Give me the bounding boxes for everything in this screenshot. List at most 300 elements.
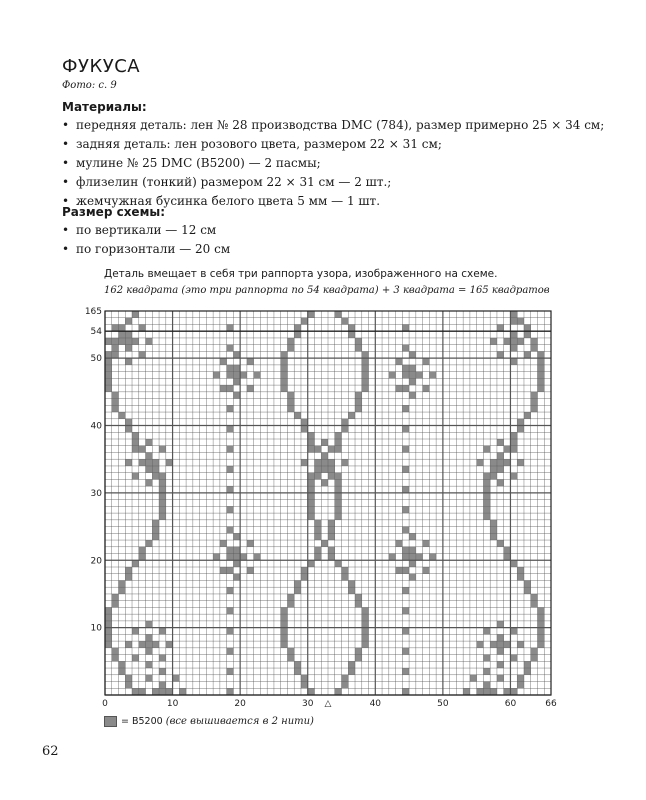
filled-cell: [146, 540, 153, 547]
filled-cell: [483, 688, 490, 695]
filled-cell: [490, 338, 497, 345]
legend-swatch: [104, 716, 117, 727]
filled-cell: [510, 311, 517, 318]
filled-cell: [281, 351, 288, 358]
filled-cell: [159, 473, 166, 480]
filled-cell: [362, 628, 369, 635]
filled-cell: [152, 641, 159, 648]
filled-cell: [281, 372, 288, 379]
filled-cell: [483, 513, 490, 520]
filled-cell: [112, 351, 119, 358]
filled-cell: [409, 547, 416, 554]
filled-cell: [429, 372, 436, 379]
filled-cell: [125, 345, 132, 352]
filled-cell: [314, 466, 321, 473]
filled-cell: [139, 554, 146, 561]
filled-cell: [166, 688, 173, 695]
filled-cell: [308, 506, 315, 513]
filled-cell: [355, 345, 362, 352]
filled-cell: [490, 520, 497, 527]
filled-cell: [409, 392, 416, 399]
y-tick-label: 10: [90, 623, 102, 634]
filled-cell: [402, 668, 409, 675]
filled-cell: [105, 634, 112, 641]
filled-cell: [152, 459, 159, 466]
filled-cell: [152, 466, 159, 473]
filled-cell: [287, 399, 294, 406]
filled-cell: [314, 527, 321, 534]
filled-cell: [112, 399, 119, 406]
filled-cell: [287, 405, 294, 412]
filled-cell: [314, 533, 321, 540]
filled-cell: [470, 675, 477, 682]
filled-cell: [504, 547, 511, 554]
filled-cell: [348, 587, 355, 594]
filled-cell: [362, 365, 369, 372]
filled-cell: [483, 473, 490, 480]
filled-cell: [159, 682, 166, 689]
filled-cell: [355, 338, 362, 345]
filled-cell: [396, 540, 403, 547]
filled-cell: [362, 621, 369, 628]
filled-cell: [348, 580, 355, 587]
filled-cell: [335, 688, 342, 695]
filled-cell: [321, 479, 328, 486]
y-tick-label: 40: [90, 421, 102, 432]
filled-cell: [362, 372, 369, 379]
filled-cell: [301, 567, 308, 574]
filled-cell: [125, 567, 132, 574]
filled-cell: [321, 439, 328, 446]
filled-cell: [227, 607, 234, 614]
filled-cell: [301, 675, 308, 682]
filled-cell: [423, 567, 430, 574]
filled-cell: [537, 385, 544, 392]
filled-cell: [247, 567, 254, 574]
filled-cell: [409, 560, 416, 567]
filled-cell: [112, 324, 119, 331]
filled-cell: [537, 365, 544, 372]
filled-cell: [233, 547, 240, 554]
filled-cell: [213, 372, 220, 379]
scheme-calculation: 162 квадрата (это три раппорта по 54 квадрата) + 3 квадрата = 165 квадратов: [104, 285, 550, 296]
filled-cell: [497, 641, 504, 648]
filled-cell: [537, 372, 544, 379]
filled-cell: [139, 351, 146, 358]
filled-cell: [125, 682, 132, 689]
filled-cell: [146, 452, 153, 459]
photo-reference: Фото: с. 9: [62, 80, 117, 91]
filled-cell: [159, 500, 166, 507]
filled-cell: [119, 587, 126, 594]
filled-cell: [105, 621, 112, 628]
filled-cell: [531, 392, 538, 399]
filled-cell: [531, 405, 538, 412]
list-item: • по горизонтали — 20 см: [62, 240, 230, 259]
filled-cell: [355, 392, 362, 399]
filled-cell: [227, 567, 234, 574]
filled-cell: [233, 554, 240, 561]
filled-cell: [301, 318, 308, 325]
filled-cell: [308, 311, 315, 318]
filled-cell: [281, 621, 288, 628]
filled-cell: [504, 641, 511, 648]
filled-cell: [308, 493, 315, 500]
filled-cell: [220, 567, 227, 574]
filled-cell: [531, 655, 538, 662]
x-tick-label: 10: [166, 699, 179, 709]
filled-cell: [497, 324, 504, 331]
filled-cell: [119, 331, 126, 338]
filled-cell: [125, 675, 132, 682]
filled-cell: [132, 628, 139, 635]
filled-cell: [335, 439, 342, 446]
filled-cell: [342, 682, 349, 689]
filled-cell: [342, 574, 349, 581]
filled-cell: [524, 331, 531, 338]
filled-cell: [308, 688, 315, 695]
filled-cell: [159, 513, 166, 520]
filled-cell: [308, 500, 315, 507]
filled-cell: [166, 641, 173, 648]
filled-cell: [308, 486, 315, 493]
filled-cell: [497, 648, 504, 655]
filled-cell: [524, 668, 531, 675]
filled-cell: [159, 486, 166, 493]
filled-cell: [504, 446, 511, 453]
scheme-description: Деталь вмещает в себя три раппорта узора, изображенного на схеме.: [104, 268, 498, 280]
filled-cell: [497, 621, 504, 628]
filled-cell: [335, 506, 342, 513]
filled-cell: [125, 641, 132, 648]
filled-cell: [105, 378, 112, 385]
filled-cell: [227, 385, 234, 392]
filled-cell: [301, 574, 308, 581]
filled-cell: [524, 661, 531, 668]
filled-cell: [531, 345, 538, 352]
filled-cell: [429, 554, 436, 561]
filled-cell: [328, 527, 335, 534]
filled-cell: [308, 446, 315, 453]
filled-cell: [227, 527, 234, 534]
filled-cell: [119, 661, 126, 668]
x-tick-label: 20: [234, 699, 246, 709]
filled-cell: [537, 607, 544, 614]
filled-cell: [362, 385, 369, 392]
filled-cell: [362, 614, 369, 621]
list-item: • передняя деталь: лен № 28 производства DMC (784), размер примерно 25 × 34 см;: [62, 116, 604, 135]
filled-cell: [537, 358, 544, 365]
filled-cell: [510, 345, 517, 352]
filled-cell: [294, 587, 301, 594]
filled-cell: [483, 506, 490, 513]
filled-cell: [490, 641, 497, 648]
filled-cell: [227, 506, 234, 513]
filled-cell: [490, 527, 497, 534]
filled-cell: [112, 655, 119, 662]
filled-cell: [321, 452, 328, 459]
filled-cell: [409, 554, 416, 561]
filled-cell: [396, 385, 403, 392]
filled-cell: [105, 607, 112, 614]
filled-cell: [287, 601, 294, 608]
filled-cell: [402, 648, 409, 655]
filled-cell: [497, 459, 504, 466]
filled-cell: [132, 688, 139, 695]
filled-cell: [281, 385, 288, 392]
filled-cell: [281, 378, 288, 385]
filled-cell: [355, 399, 362, 406]
filled-cell: [105, 628, 112, 635]
filled-cell: [362, 641, 369, 648]
filled-cell: [125, 331, 132, 338]
filled-cell: [308, 439, 315, 446]
filled-cell: [409, 351, 416, 358]
filled-cell: [139, 641, 146, 648]
filled-cell: [159, 668, 166, 675]
filled-cell: [233, 560, 240, 567]
filled-cell: [213, 554, 220, 561]
filled-cell: [233, 378, 240, 385]
filled-cell: [537, 634, 544, 641]
filled-cell: [396, 358, 403, 365]
filled-cell: [510, 432, 517, 439]
filled-cell: [335, 486, 342, 493]
filled-cell: [247, 358, 254, 365]
filled-cell: [348, 412, 355, 419]
filled-cell: [402, 506, 409, 513]
filled-cell: [173, 675, 180, 682]
filled-cell: [490, 459, 497, 466]
legend-code: = B5200: [121, 716, 163, 727]
filled-cell: [348, 668, 355, 675]
filled-cell: [227, 486, 234, 493]
filled-cell: [342, 426, 349, 433]
filled-cell: [402, 426, 409, 433]
filled-cell: [355, 601, 362, 608]
filled-cell: [510, 560, 517, 567]
filled-cell: [281, 634, 288, 641]
filled-cell: [510, 688, 517, 695]
filled-cell: [342, 675, 349, 682]
filled-cell: [139, 446, 146, 453]
filled-cell: [146, 634, 153, 641]
filled-cell: [402, 372, 409, 379]
filled-cell: [227, 648, 234, 655]
filled-cell: [497, 634, 504, 641]
filled-cell: [105, 351, 112, 358]
y-tick-label: 165: [84, 307, 102, 317]
filled-cell: [132, 560, 139, 567]
filled-cell: [402, 567, 409, 574]
filled-cell: [490, 473, 497, 480]
filled-cell: [294, 580, 301, 587]
filled-cell: [119, 668, 126, 675]
filled-cell: [423, 385, 430, 392]
filled-cell: [240, 554, 247, 561]
filled-cell: [497, 675, 504, 682]
filled-cell: [314, 554, 321, 561]
filled-cell: [287, 345, 294, 352]
filled-cell: [119, 412, 126, 419]
filled-cell: [497, 351, 504, 358]
filled-cell: [497, 466, 504, 473]
filled-cell: [159, 493, 166, 500]
filled-cell: [281, 614, 288, 621]
filled-cell: [139, 459, 146, 466]
filled-cell: [125, 426, 132, 433]
filled-cell: [517, 419, 524, 426]
filled-cell: [335, 500, 342, 507]
filled-cell: [537, 614, 544, 621]
filled-cell: [227, 405, 234, 412]
filled-cell: [517, 318, 524, 325]
filled-cell: [531, 399, 538, 406]
filled-cell: [497, 439, 504, 446]
filled-cell: [328, 459, 335, 466]
filled-cell: [314, 547, 321, 554]
filled-cell: [537, 621, 544, 628]
filled-cell: [328, 520, 335, 527]
filled-cell: [362, 358, 369, 365]
filled-cell: [335, 479, 342, 486]
filled-cell: [335, 473, 342, 480]
filled-cell: [389, 554, 396, 561]
filled-cell: [159, 628, 166, 635]
filled-cell: [504, 688, 511, 695]
filled-cell: [301, 426, 308, 433]
filled-cell: [328, 466, 335, 473]
filled-cell: [510, 358, 517, 365]
filled-cell: [510, 331, 517, 338]
filled-cell: [402, 446, 409, 453]
filled-cell: [355, 648, 362, 655]
filled-cell: [112, 594, 119, 601]
filled-cell: [416, 372, 423, 379]
filled-cell: [227, 668, 234, 675]
filled-cell: [314, 520, 321, 527]
filled-cell: [139, 324, 146, 331]
filled-cell: [524, 587, 531, 594]
filled-cell: [335, 432, 342, 439]
filled-cell: [402, 587, 409, 594]
filled-cell: [301, 459, 308, 466]
filled-cell: [342, 567, 349, 574]
filled-cell: [328, 547, 335, 554]
filled-cell: [105, 358, 112, 365]
page-title: ФУКУСА: [62, 56, 141, 77]
filled-cell: [402, 324, 409, 331]
filled-cell: [220, 385, 227, 392]
filled-cell: [105, 614, 112, 621]
filled-cell: [328, 554, 335, 561]
filled-cell: [524, 580, 531, 587]
filled-cell: [537, 641, 544, 648]
filled-cell: [233, 351, 240, 358]
filled-cell: [362, 378, 369, 385]
filled-cell: [524, 412, 531, 419]
filled-cell: [132, 338, 139, 345]
list-item: • жемчужная бусинка белого цвета 5 мм — 1 шт.: [62, 192, 604, 211]
filled-cell: [301, 419, 308, 426]
filled-cell: [227, 345, 234, 352]
filled-cell: [402, 486, 409, 493]
filled-cell: [409, 372, 416, 379]
filled-cell: [483, 628, 490, 635]
filled-cell: [112, 601, 119, 608]
filled-cell: [132, 473, 139, 480]
filled-cell: [490, 688, 497, 695]
filled-cell: [139, 688, 146, 695]
center-marker: △: [324, 699, 332, 709]
filled-cell: [342, 318, 349, 325]
filled-cell: [314, 473, 321, 480]
filled-cell: [152, 527, 159, 534]
filled-cell: [409, 365, 416, 372]
filled-cell: [125, 358, 132, 365]
filled-cell: [402, 628, 409, 635]
filled-cell: [233, 372, 240, 379]
filled-cell: [281, 628, 288, 635]
filled-cell: [510, 439, 517, 446]
filled-cell: [510, 628, 517, 635]
filled-cell: [159, 506, 166, 513]
filled-cell: [483, 682, 490, 689]
filled-cell: [477, 688, 484, 695]
filled-cell: [294, 412, 301, 419]
size-heading: Размер схемы:: [62, 205, 166, 219]
page-number: 62: [42, 744, 59, 759]
filled-cell: [287, 338, 294, 345]
filled-cell: [348, 324, 355, 331]
filled-cell: [402, 554, 409, 561]
filled-cell: [159, 655, 166, 662]
filled-cell: [105, 641, 112, 648]
filled-cell: [531, 648, 538, 655]
filled-cell: [402, 688, 409, 695]
filled-cell: [132, 446, 139, 453]
filled-cell: [517, 682, 524, 689]
filled-cell: [335, 513, 342, 520]
filled-cell: [132, 311, 139, 318]
filled-cell: [335, 493, 342, 500]
filled-cell: [287, 392, 294, 399]
filled-cell: [125, 338, 132, 345]
filled-cell: [389, 372, 396, 379]
filled-cell: [227, 466, 234, 473]
filled-cell: [423, 358, 430, 365]
filled-cell: [105, 365, 112, 372]
filled-cell: [227, 554, 234, 561]
filled-cell: [490, 533, 497, 540]
filled-cell: [152, 473, 159, 480]
filled-cell: [152, 533, 159, 540]
filled-cell: [504, 459, 511, 466]
filled-cell: [402, 405, 409, 412]
filled-cell: [355, 594, 362, 601]
filled-cell: [247, 540, 254, 547]
filled-cell: [254, 372, 261, 379]
filled-cell: [497, 661, 504, 668]
filled-cell: [342, 419, 349, 426]
filled-cell: [510, 446, 517, 453]
filled-cell: [348, 331, 355, 338]
y-tick-label: 54: [90, 327, 102, 338]
filled-cell: [402, 547, 409, 554]
filled-cell: [220, 358, 227, 365]
y-tick-label: 30: [90, 488, 102, 499]
filled-cell: [112, 392, 119, 399]
